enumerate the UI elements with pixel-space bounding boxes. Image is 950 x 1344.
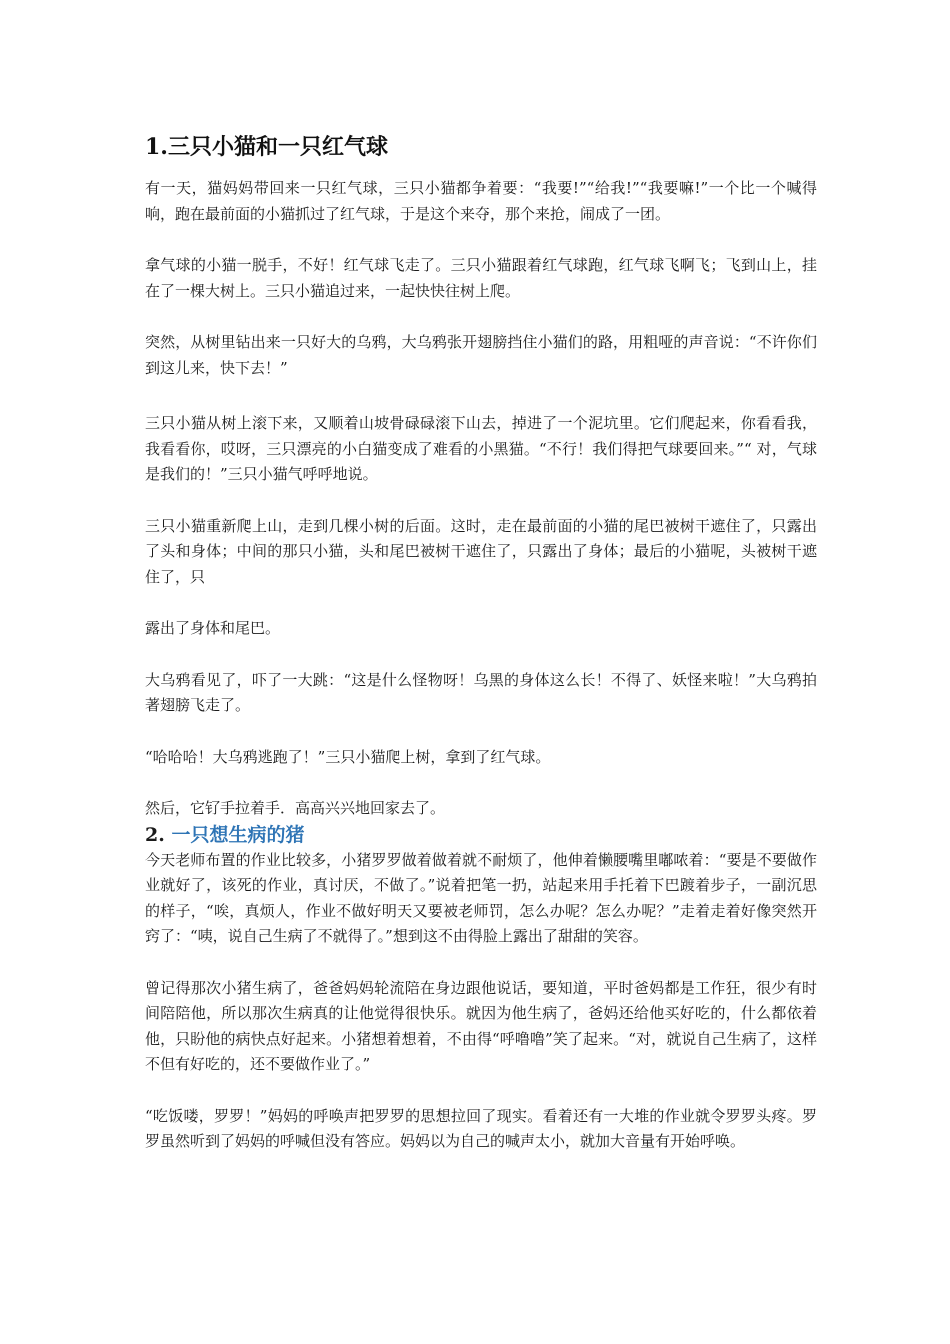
story-1-paragraph: 大乌鸦看见了，吓了一大跳：“这是什么怪物呀！乌黑的身体这么长！不得了、妖怪来啦！”大乌鸦拍著翅膀飞走了。 [145, 670, 817, 714]
story-2-title-text: 一只想生病的猪 [171, 823, 305, 846]
story-1-title: 1.三只小猫和一只红气球 [145, 134, 388, 160]
story-2-paragraph: 今天老师布置的作业比较多，小猪罗罗做着做着就不耐烦了，他伸着懒腰嘴里嘟哝着：“要是不要做作业就好了，该死的作业，真讨厌，不做了。”说着把笔一扔，站起来用手托着下巴踱着步子，一副沉思的样子，“唉，真烦人，作业不做好明天又要被老师罚，怎么办呢？怎么办呢？”走着走着好像突然开窍了：“咦，说自己生病了不就得了。”想到这不由得脸上露出了甜甜的笑容。 [145, 850, 817, 945]
story-1-paragraph: 然后，它钌手拉着手．高高兴兴地回家去了。 [145, 799, 446, 817]
story-1-paragraph: 三只小猫重新爬上山，走到几棵小树的后面。这时，走在最前面的小猫的尾巴被树干遮住了，只露出了头和身体；中间的那只小猫，头和尾巴被树干遮住了，只露出了身体；最后的小猫呢，头被树干遮住了，只 [145, 516, 817, 586]
story-1-paragraph: 三只小猫从树上滚下来，又顺着山坡骨碌碌滚下山去，掉进了一个泥坑里。它们爬起来，你看看我，我看看你，哎呀，三只漂亮的小白猫变成了难看的小黑猫。“不行！我们得把气球要回来。”“ 对，气球是我们的！”三只小猫气呼呼地说。 [145, 414, 817, 483]
story-1-paragraph: “哈哈哈！大乌鸦逃跑了！”三只小猫爬上树，拿到了红气球。 [145, 747, 551, 766]
story-2-paragraph: 曾记得那次小猪生病了，爸爸妈妈轮流陪在身边跟他说话，要知道，平时爸妈都是工作狂，很少有时间陪陪他，所以那次生病真的让他觉得很快乐。就因为他生病了，爸妈还给他买好吃的，什么都依着他，只盼他的病快点好起来。小猪想着想着，不由得“呼噜噜”笑了起来。“对，就说自己生病了，这样不但有好吃的，还不要做作业了。” [145, 978, 817, 1073]
story-2-title-number: 2. [145, 823, 172, 846]
story-1-paragraph: 露出了身体和尾巴。 [145, 619, 281, 637]
story-2-paragraph: “吃饭喽，罗罗！”妈妈的呼唤声把罗罗的思想拉回了现实。看着还有一大堆的作业就令罗罗头疼。罗罗虽然听到了妈妈的呼喊但没有答应。妈妈以为自己的喊声太小，就加大音量有开始呼唤。 [145, 1106, 817, 1150]
story-1-paragraph: 有一天，猫妈妈带回来一只红气球，三只小猫都争着要：“我要!”“给我!”“我要嘛!”一个比一个喊得响，跑在最前面的小猫抓过了红气球，于是这个来夺，那个来抢，闹成了一团。 [145, 179, 817, 223]
story-1-paragraph: 拿气球的小猫一脱手，不好！红气球飞走了。三只小猫跟着红气球跑，红气球飞啊飞；飞到山上，挂在了一棵大树上。三只小猫追过来，一起快快往树上爬。 [145, 256, 817, 300]
story-2-title [145, 822, 817, 848]
story-1-paragraph: 突然，从树里钻出来一只好大的乌鸦，大乌鸦张开翅膀挡住小猫们的路，用粗哑的声音说：“不许你们到这儿来，快下去！” [145, 333, 817, 377]
document-page [145, 130, 817, 1155]
